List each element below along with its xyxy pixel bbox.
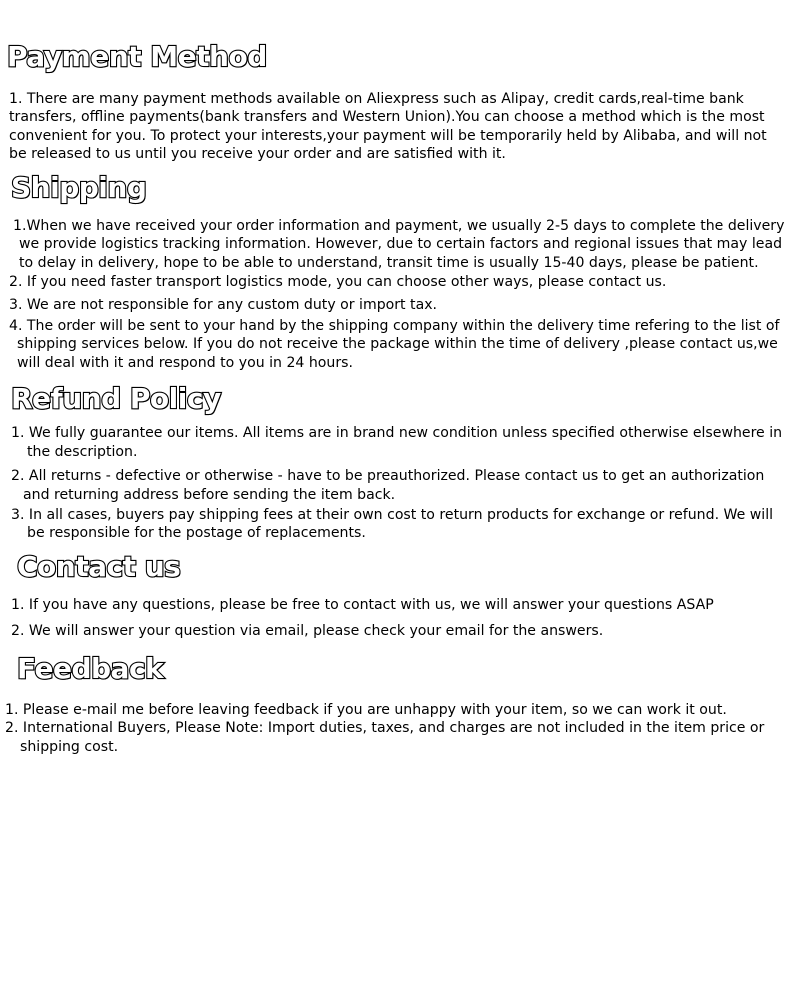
payment-line: transfers, offline payments(bank transfers and Western Union).You can choose a method which is the most [9, 109, 765, 125]
shipping-line: 3. We are not responsible for any custom duty or import tax. [9, 297, 438, 313]
feedback-line: shipping cost. [20, 739, 119, 755]
refund-line: the description. [27, 444, 138, 460]
payment-method-heading: Payment Method [7, 40, 267, 73]
refund-line: 2. All returns - defective or otherwise - have to be preauthorized. Please contact us to get an authorization [11, 468, 765, 484]
refund-line: 1. We fully guarantee our items. All items are in brand new condition unless specified otherwise elsewhere in [11, 425, 783, 441]
refund-policy-heading: Refund Policy [11, 382, 221, 415]
shipping-line: to delay in delivery, hope to be able to understand, transit time is usually 15-40 days, please be patient. [19, 255, 759, 271]
payment-line: be released to us until you receive your order and are satisfied with it. [9, 146, 506, 162]
payment-line: convenient for you. To protect your interests,your payment will be temporarily held by Alibaba, and will not [9, 128, 767, 144]
shipping-line: 2. If you need faster transport logistics mode, you can choose other ways, please contact us. [9, 274, 667, 290]
feedback-line: 2. International Buyers, Please Note: Import duties, taxes, and charges are not included in the item price or [5, 720, 765, 736]
contact-us-heading: Contact us [17, 550, 181, 583]
payment-line: 1. There are many payment methods available on Aliexpress such as Alipay, credit cards,real-time bank [9, 91, 744, 107]
shipping-line: 4. The order will be sent to your hand by the shipping company within the delivery time refering to the list of [9, 318, 780, 334]
refund-line: be responsible for the postage of replacements. [27, 525, 366, 541]
shipping-line: shipping services below. If you do not receive the package within the time of delivery ,please contact us,we [17, 336, 778, 352]
refund-line: 3. In all cases, buyers pay shipping fees at their own cost to return products for exchange or refund. We will [11, 507, 774, 523]
shipping-line: 1.When we have received your order information and payment, we usually 2-5 days to complete the delivery [13, 218, 785, 234]
shipping-line: will deal with it and respond to you in 24 hours. [17, 355, 353, 371]
contact-line: 1. If you have any questions, please be free to contact with us, we will answer your questions ASAP [11, 597, 714, 613]
contact-line: 2. We will answer your question via email, please check your email for the answers. [11, 623, 604, 639]
refund-line: and returning address before sending the item back. [23, 487, 396, 503]
shipping-heading: Shipping [11, 171, 147, 204]
shipping-line: we provide logistics tracking information. However, due to certain factors and regional issues that may lead [19, 236, 783, 252]
feedback-line: 1. Please e-mail me before leaving feedback if you are unhappy with your item, so we can work it out. [5, 702, 727, 718]
feedback-heading: Feedback [17, 652, 164, 685]
